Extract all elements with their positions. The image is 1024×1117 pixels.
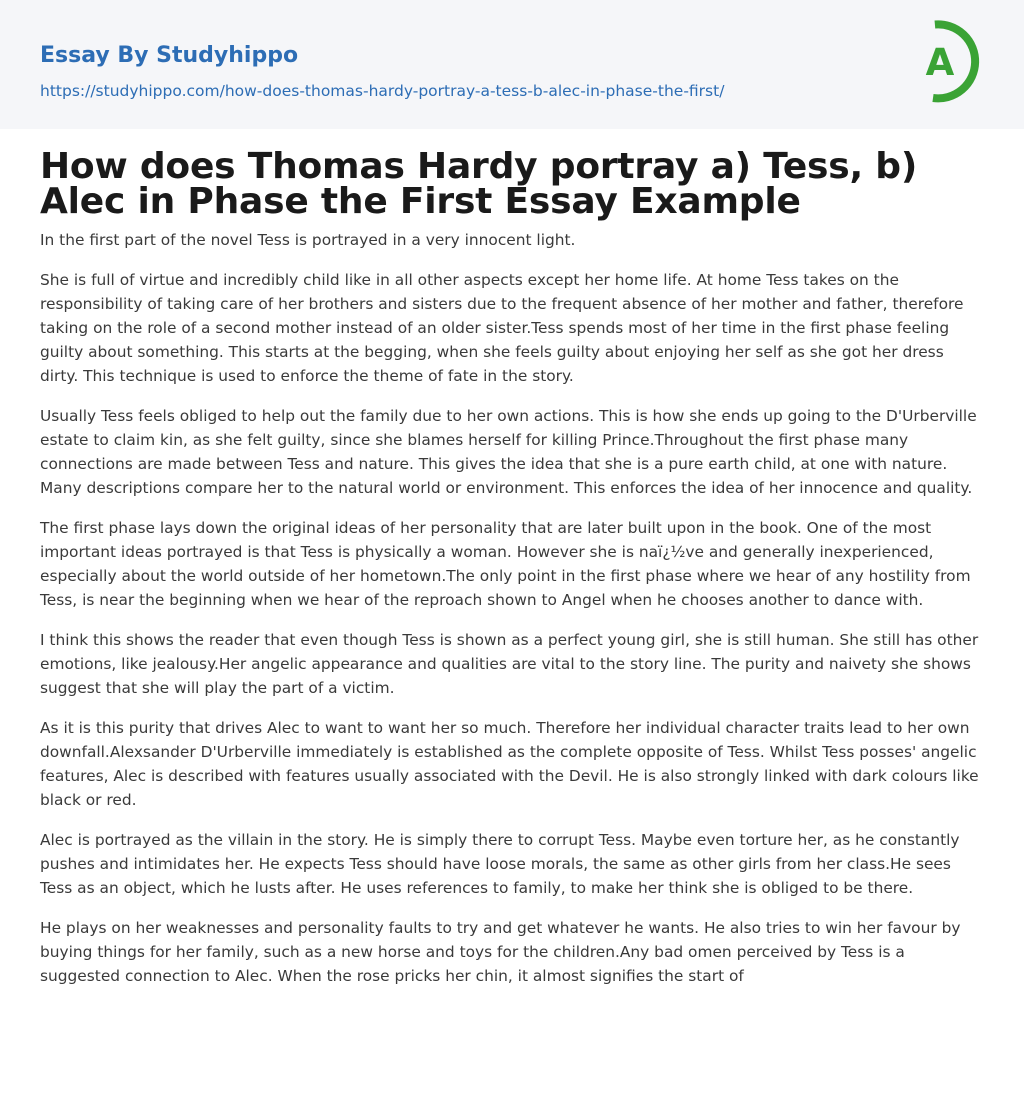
source-url-link[interactable]: https://studyhippo.com/how-does-thomas-hardy-portray-a-tess-b-alec-in-phase-the-first/ <box>40 82 725 100</box>
site-header <box>0 0 1024 129</box>
article-paragraph: He plays on her weaknesses and personality faults to try and get whatever he wants. He also tries to win her favour by buying things for her family, such as a new horse and toys for the children.Any bad omen perceived by Tess is a suggested connection to Alec. When the rose pricks her chin, it almost signifies the start of <box>40 919 961 985</box>
article-paragraph: The first phase lays down the original ideas of her personality that are later built upon in the book. One of the most important ideas portrayed is that Tess is physically a woman. However she is naï¿½ve and generally inexperienced, especially about the world outside of her hometown.The only point in the first phase where we hear of any hostility from Tess, is near the beginning when we hear of the reproach shown to Angel when he chooses another to dance with. <box>40 519 971 609</box>
article-paragraph: In the first part of the novel Tess is portrayed in a very innocent light. <box>40 231 576 249</box>
article-paragraph: Usually Tess feels obliged to help out the family due to her own actions. This is how she ends up going to the D'Urberville estate to claim kin, as she felt guilty, since she blames herself for killing Prince.Throughout the first phase many connections are made between Tess and nature. This gives the idea that she is a pure earth child, at one with nature. Many descriptions compare her to the natural world or environment. This enforces the idea of her innocence and quality. <box>40 407 977 497</box>
article-paragraph: Alec is portrayed as the villain in the story. He is simply there to corrupt Tess. Maybe even torture her, as he constantly pushes and intimidates her. He expects Tess should have loose morals, the same as other girls from her class.He sees Tess as an object, which he lusts after. He uses references to family, to make her think she is obliged to be there. <box>40 831 960 897</box>
article-paragraph: I think this shows the reader that even though Tess is shown as a perfect young girl, she is still human. She still has other emotions, like jealousy.Her angelic appearance and qualities are vital to the story line. The purity and naivety she shows suggest that she will play the part of a victim. <box>40 631 979 697</box>
logo-letter: A <box>925 41 955 84</box>
site-brand[interactable]: Essay By Studyhippo <box>40 43 299 68</box>
article-paragraph: As it is this purity that drives Alec to want to want her so much. Therefore her individual character traits lead to her own downfall.Alexsander D'Urberville immediately is established as the complete opposite of Tess. Whilst Tess posses' angelic features, Alec is described with features usually associated with the Devil. He is also strongly linked with dark colours like black or red. <box>40 719 979 809</box>
article <box>0 146 1024 988</box>
studyhippo-logo-icon[interactable] <box>912 18 986 106</box>
article-title: How does Thomas Hardy portray a) Tess, b) Alec in Phase the First Essay Example <box>40 146 918 222</box>
article-paragraph: She is full of virtue and incredibly child like in all other aspects except her home life. At home Tess takes on the responsibility of taking care of her brothers and sisters due to the frequent absence of her mother and father, therefore taking on the role of a second mother instead of an older sister.Tess spends most of her time in the first phase feeling guilty about something. This starts at the begging, when she feels guilty about enjoying her self as she got her dress dirty. This technique is used to enforce the theme of fate in the story. <box>40 271 964 385</box>
